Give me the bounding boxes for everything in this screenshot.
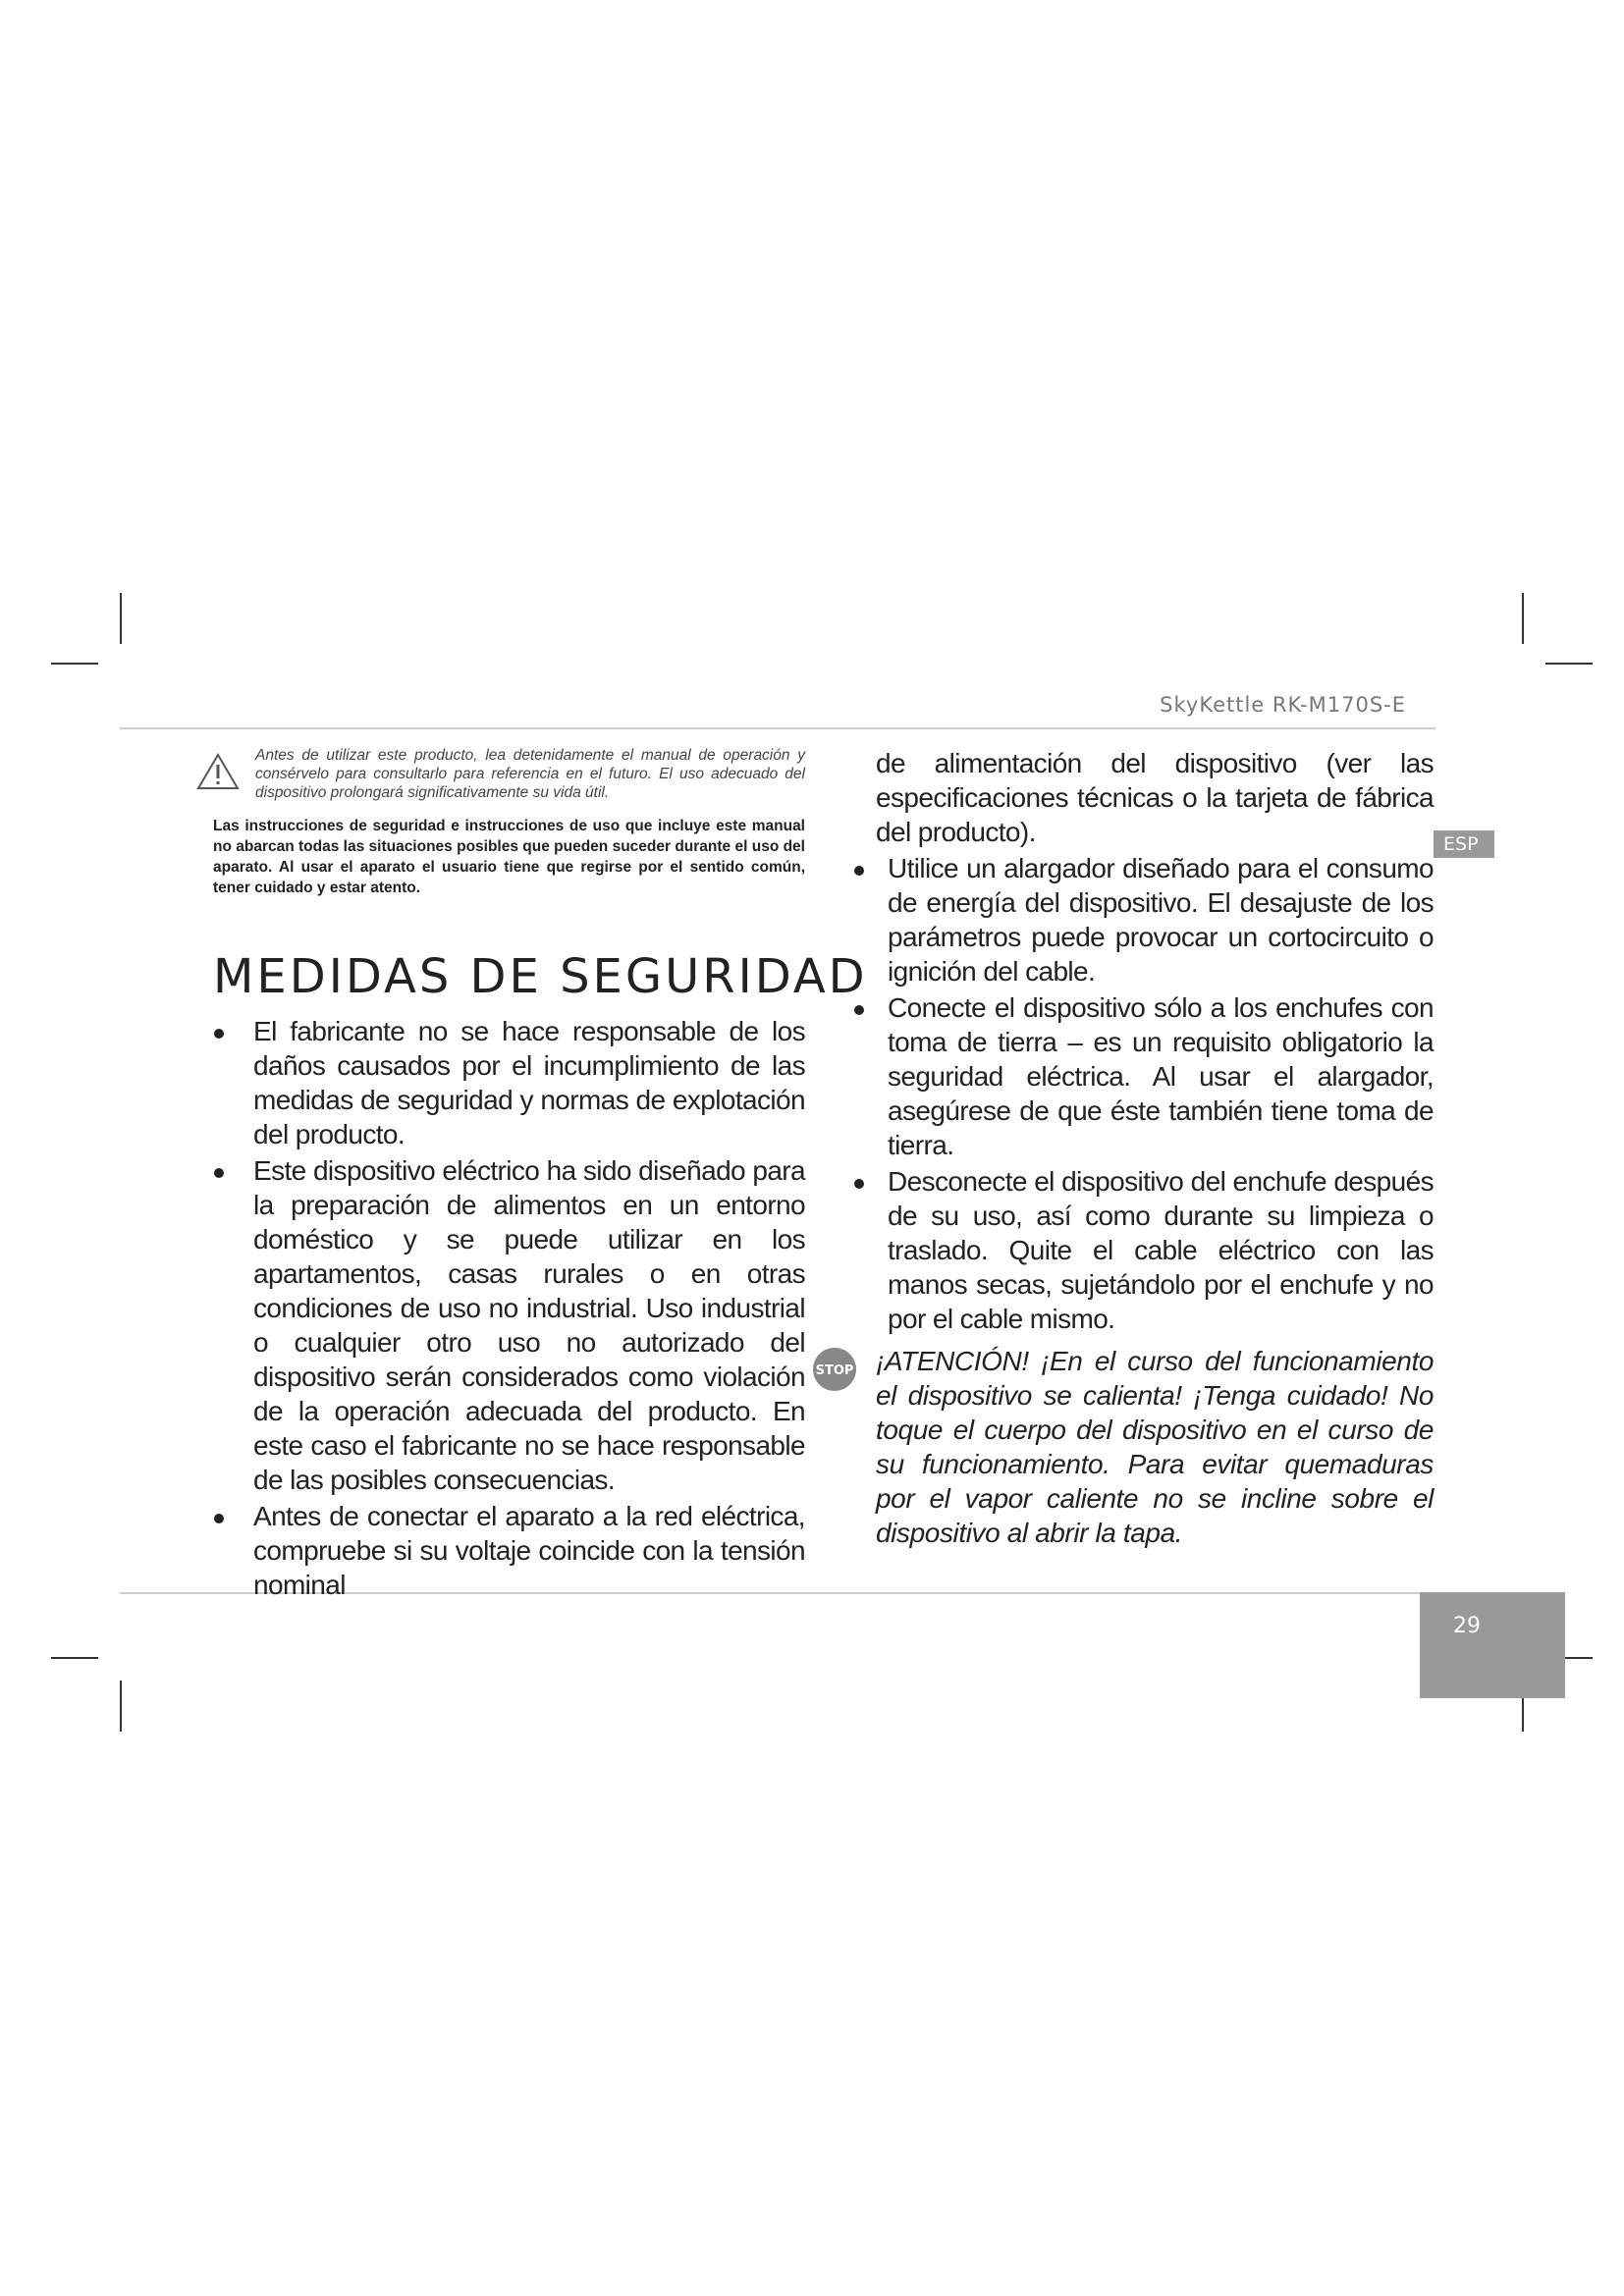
continued-text: de alimentación del dispositivo (ver las especificaciones técnicas o la tarjeta de fábrica del producto). xyxy=(876,748,1434,847)
safety-bold-note: Las instrucciones de seguridad e instrucciones de uso que incluye este manual no abarcan todas las situaciones posibles que pueden suceder durante el uso del aparato. Al usar el aparato el usuario tiene que regirse por el sentido común, tener cuidado y estar atento. xyxy=(213,818,805,896)
list-item: Utilice un alargador diseñado para el consumo de energía del dispositivo. El desajuste de los parámetros puede provocar un cortocircuito o ignición del cable. xyxy=(876,851,1434,988)
warning-block xyxy=(196,746,805,802)
warning-triangle-icon xyxy=(196,752,240,791)
crop-mark xyxy=(51,1657,98,1659)
list-item: Conecte el dispositivo sólo a los enchufes con toma de tierra – es un requisito obligatorio la seguridad eléctrica. Al usar el alargador, asegúrese de que éste también tiene toma de tierra. xyxy=(876,990,1434,1162)
list-item: Desconecte el dispositivo del enchufe después de su uso, así como durante su limpieza o traslado. Quite el cable eléctrico con las manos secas, sujetándolo por el enchufe y no por el cable mismo. xyxy=(876,1164,1434,1336)
crop-mark xyxy=(51,663,98,665)
list-item: El fabricante no se hace responsable de los daños causados por el incumplimiento de las medidas de seguridad y normas de explotación del producto. xyxy=(196,1014,805,1151)
attention-block xyxy=(815,1344,1434,1550)
attention-note: ¡ATENCIÓN! ¡En el curso del funcionamiento el dispositivo se calienta! ¡Tenga cuidado! No toque el cuerpo del dispositivo en el curso de su funcionamiento. Para evitar quemaduras por el vapor caliente no se incline sobre el dispositivo al abrir la tapa. xyxy=(876,1346,1434,1548)
warning-note: Antes de utilizar este producto, lea detenidamente el manual de operación y consérvelo para consultarlo para referencia en el futuro. El uso adecuado del dispositivo prolongará significativamente su vida útil. xyxy=(255,747,805,801)
stop-icon-label: STOP xyxy=(815,1363,854,1378)
crop-mark xyxy=(120,593,122,644)
crop-mark xyxy=(120,1681,122,1732)
right-column xyxy=(815,746,1434,1550)
language-tab: ESP xyxy=(1434,830,1494,858)
right-bullet-list xyxy=(876,851,1434,1336)
list-item: Antes de conectar el aparato a la red eléctrica, compruebe si su voltaje coincide con la tensión nominal xyxy=(196,1499,805,1602)
list-item: Este dispositivo eléctrico ha sido diseñado para la preparación de alimentos en un entorno doméstico y se puede utilizar en los apartamentos, casas rurales o en otras condiciones de uso no industrial. Uso industrial o cualquier otro uso no autorizado del dispositivo serán considerados como violación de la operación adecuada del producto. En este caso el fabricante no se hace responsable de las posibles consecuencias. xyxy=(196,1153,805,1497)
stop-sign-icon xyxy=(811,1346,858,1393)
crop-mark xyxy=(1522,593,1524,644)
section-title: MEDIDAS DE SEGURIDAD xyxy=(213,949,868,1004)
page-number xyxy=(1420,1592,1565,1698)
product-model-header: SkyKettle RK-M170S-E xyxy=(1160,693,1406,717)
header-divider xyxy=(120,727,1435,729)
left-bullet-list xyxy=(196,1014,805,1602)
page-number-text: 29 xyxy=(1453,1614,1481,1638)
crop-mark xyxy=(1545,663,1593,665)
